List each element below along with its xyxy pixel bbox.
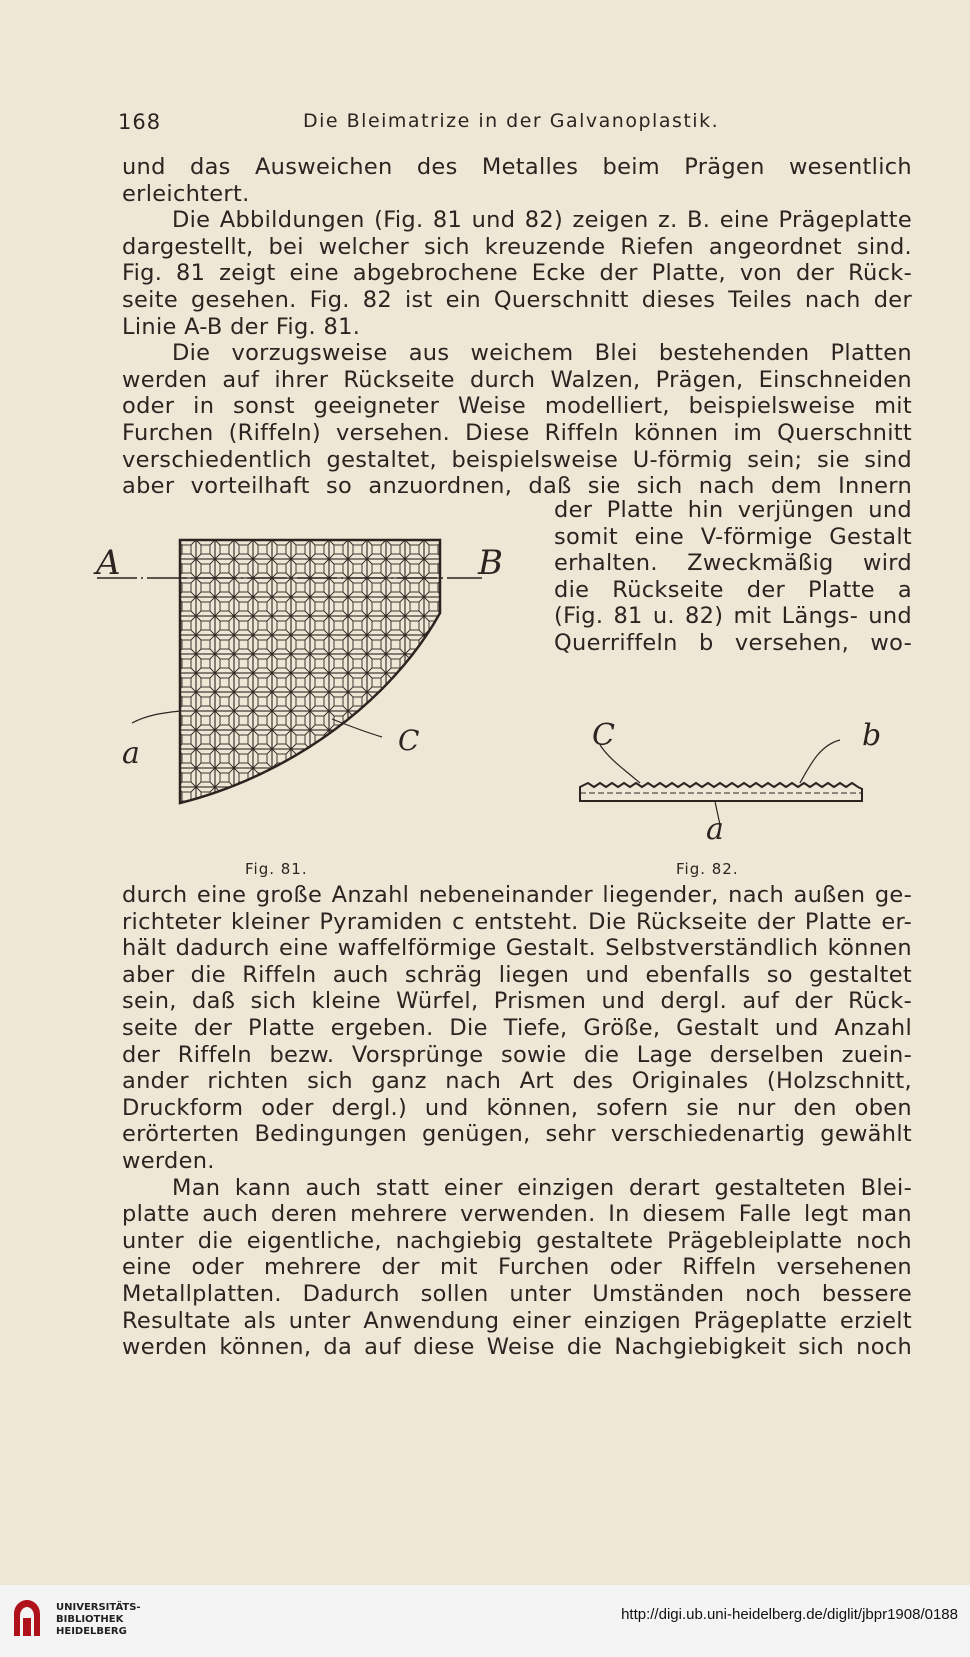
figure-82-cross-section [570,725,890,865]
text-line: somit eine V-förmige Gestalt [554,523,912,550]
fig82-label-a: a [706,812,724,847]
text-line: Druckform oder dergl.) und können, sofern sie nur den oben [122,1094,912,1121]
permalink-url[interactable]: http://digi.ub.uni-heidelberg.de/diglit/jbpr1908/0188 [621,1606,958,1623]
fig81-caption: Fig. 81. [245,860,308,878]
text-line: platte auch deren mehrere verwenden. In diesem Falle legt man [122,1201,912,1228]
text-line: verschiedentlich gestaltet, beispielsweise U-förmig sein; sie sind [122,446,912,473]
heidelberg-library-logo-icon[interactable] [10,1596,44,1640]
cross-section-teeth [580,783,862,801]
text-line: Resultate als unter Anwendung einer einzigen Prägeplatte erzielt [122,1307,912,1334]
text-line: durch eine große Anzahl nebeneinander liegender, nach außen ge- [122,882,912,908]
text-line: Man kann auch statt einer einzigen derart gestalteten Blei- [172,1174,912,1201]
text-line: eine oder mehrere der mit Furchen oder Riffeln versehenen [122,1254,912,1281]
fig81-label-a: a [122,736,140,771]
text-line: der Riffeln bezw. Vorsprünge sowie die Lage derselben zuein- [122,1041,912,1068]
text-line: richteter kleiner Pyramiden c entsteht. Die Rückseite der Platte er- [122,908,912,935]
library-name [56,1602,141,1638]
library-name-line3: HEIDELBERG [56,1626,127,1637]
fig82-label-c: C [592,718,615,753]
library-name-line2: BIBLIOTHEK [56,1614,124,1625]
text-line: Fig. 81 zeigt eine abgebrochene Ecke der Platte, von der Rück- [122,260,912,287]
text-line: werden. [122,1148,215,1174]
leader-line-c [332,719,382,737]
text-line: sein, daß sich kleine Würfel, Prismen und dergl. auf der Rück- [122,988,912,1015]
leader-line-a [132,711,180,723]
text-line: ander richten sich ganz nach Art des Originales (Holzschnitt, [122,1068,912,1095]
text-line: Furchen (Riffeln) versehen. Diese Riffeln können im Querschnitt [122,420,912,446]
fig81-label-B: B [478,543,503,583]
text-line: Querriffeln b versehen, wo- [554,630,912,656]
text-line: dargestellt, bei welcher sich kreuzende Riefen angeordnet sind. [122,233,912,260]
fig81-label-A: A [96,543,121,583]
fig81-label-c: C [398,724,420,757]
text-line: Linie A-B der Fig. 81. [122,313,361,340]
text-line: der Platte hin verjüngen und [554,497,912,523]
text-line: seite gesehen. Fig. 82 ist ein Querschnitt dieses Teiles nach der [122,287,912,313]
page-header [118,110,870,140]
page-number: 168 [118,110,162,134]
text-line: erörterten Bedingungen genügen, sehr verschiedenartig gewählt [122,1121,912,1148]
text-line: (Fig. 81 u. 82) mit Längs- und [554,603,912,630]
text-line: die Rückseite der Platte a [554,576,912,603]
text-line: unter die eigentliche, nachgiebig gestaltete Prägebleiplatte noch [122,1227,912,1254]
text-line: werden können, da auf diese Weise die Nachgiebigkeit sich noch [122,1334,912,1361]
library-name-line1: UNIVERSITÄTS- [56,1602,141,1613]
text-line: werden auf ihrer Rückseite durch Walzen, Prägen, Einschneiden [122,366,912,393]
plate-corner-outline [180,540,440,803]
text-line: seite der Platte ergeben. Die Tiefe, Größe, Gestalt und Anzahl [122,1015,912,1041]
leader-line-b-82 [800,740,840,783]
text-line: hält dadurch eine waffelförmige Gestalt. Selbstverständlich können [122,935,912,962]
text-line: oder in sonst geeigneter Weise modelliert, beispielsweise mit [122,393,912,420]
text-line: und das Ausweichen des Metalles beim Prägen wesentlich [122,154,912,180]
text-line: aber vorteilhaft so anzuordnen, daß sie sich nach dem Innern [122,473,912,500]
text-line: aber die Riffeln auch schräg liegen und ebenfalls so gestaltet [122,961,912,988]
text-line: Die Abbildungen (Fig. 81 und 82) zeigen z. B. eine Prägeplatte [172,207,912,234]
text-line: Die vorzugsweise aus weichem Blei bestehenden Platten [172,340,912,367]
fig82-label-b: b [862,718,882,753]
running-title: Die Bleimatrize in der Galvanoplastik. [303,110,720,132]
text-line: erhalten. Zweckmäßig wird [554,550,912,577]
figure-81-waffle-plate [92,535,472,835]
text-line: Metallplatten. Dadurch sollen unter Umständen noch bessere [122,1281,912,1307]
fig82-caption: Fig. 82. [676,860,739,878]
text-line: erleichtert. [122,180,250,207]
